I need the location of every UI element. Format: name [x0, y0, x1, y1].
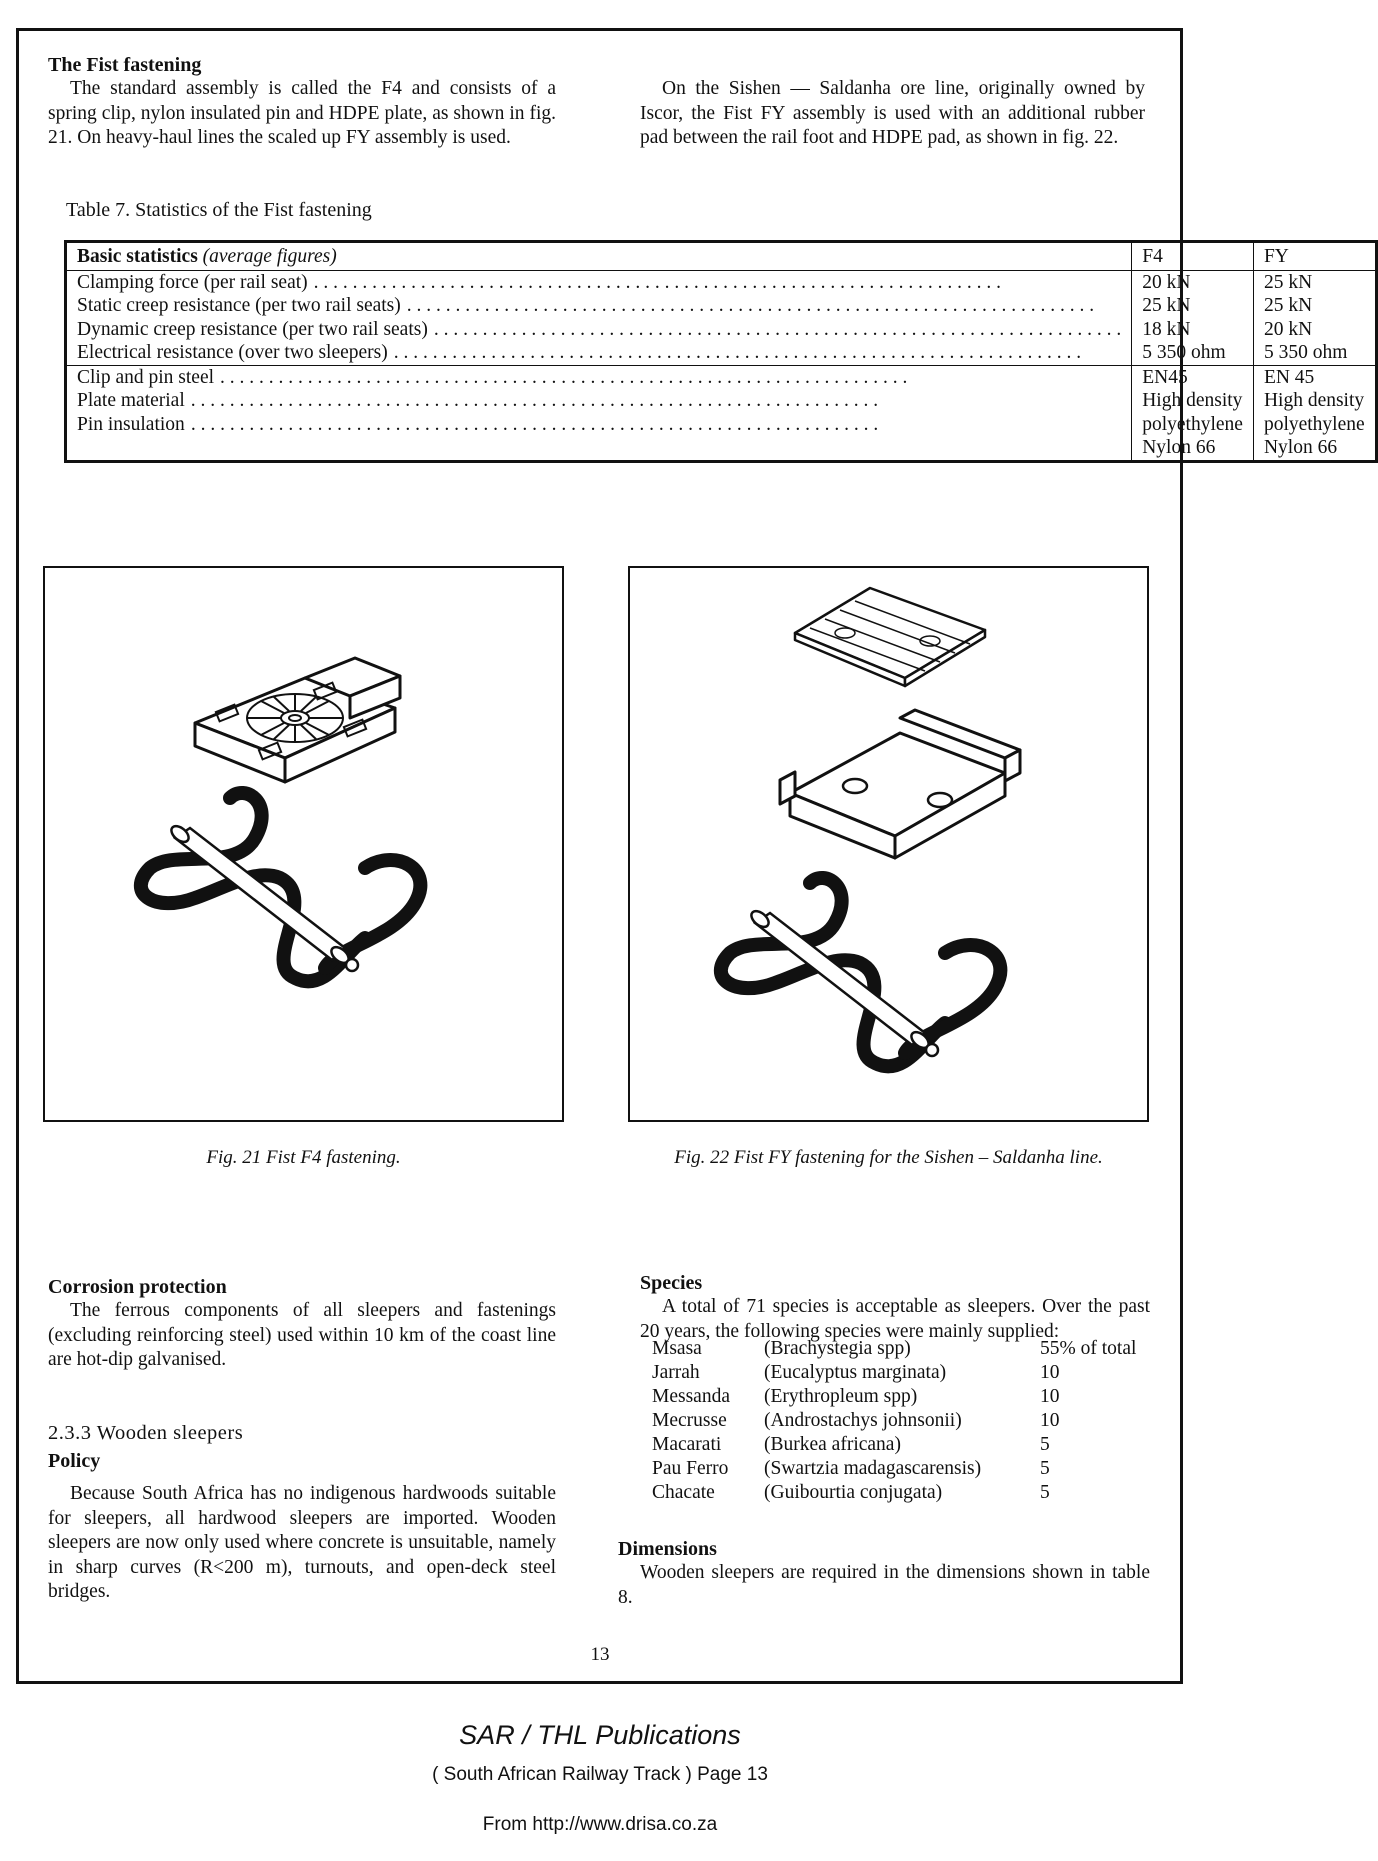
footer-source: From http://www.drisa.co.za [482, 1814, 718, 1835]
table7-cell-f4: 5 350 ohm [1142, 342, 1226, 363]
table7-cell-f4: EN45 [1142, 366, 1188, 388]
species-row: Macarati (Burkea africana) 5 [652, 1434, 1050, 1455]
table7-row-label: Clamping force (per rail seat) . . . [77, 271, 1121, 295]
table7-cell-f4: High density polyethylene [1142, 390, 1243, 435]
wooden-sleepers-heading: 2.3.3 Wooden sleepers [48, 1422, 244, 1444]
table7-group-materials [66, 365, 1377, 461]
policy-heading: Policy [48, 1450, 101, 1472]
table7-cell-fy: EN 45 [1263, 366, 1315, 388]
table7-row-label: Clip and pin steel . . . [77, 366, 1121, 390]
fist-heading: The Fist fastening [48, 54, 202, 76]
corrosion-heading: Corrosion protection [48, 1276, 227, 1298]
species-row: Chacate (Guibourtia conjugata) 5 [652, 1482, 1050, 1503]
fist-paragraph-right: On the Sishen — Saldanha ore line, originally owned by Iscor, the Fist FY assembly is used with an additional rubber pad between the rail foot and HDPE pad, as shown in fig. 22. [640, 78, 1145, 148]
policy-paragraph: Because South Africa has no indigenous hardwoods suitable for sleepers, all hardwood sleepers are imported. Wooden sleepers are now only used where concrete is unsuitable, namely in sharp curves (R<200 m), turnouts, and open-deck steel bridges. [48, 1483, 556, 1602]
table7-header-f4: F4 [1132, 242, 1254, 271]
table7-caption: Table 7. Statistics of the Fist fastening [66, 199, 372, 221]
table7-cell-fy: 5 350 ohm [1263, 342, 1348, 363]
table7-row-label: Plate material . . . [77, 389, 1121, 413]
figure-22-caption: Fig. 22 Fist FY fastening for the Sishen – Saldanha line. [674, 1147, 1103, 1168]
footer-title: SAR / THL Publications [459, 1720, 741, 1750]
table7-row-label: Static creep resistance (per two rail seats) . . . [77, 294, 1121, 318]
species-row: Pau Ferro (Swartzia madagascarensis) 5 [652, 1458, 1050, 1479]
figure-22 [628, 566, 1149, 1122]
species-row: Jarrah (Eucalyptus marginata) 10 [652, 1362, 1060, 1383]
species-paragraph: A total of 71 species is acceptable as sleepers. Over the past 20 years, the following species were mainly supplied: [640, 1296, 1150, 1342]
page-number: 13 [590, 1644, 610, 1665]
table7-cell-fy: High density polyethylene [1263, 390, 1365, 435]
f4-fastening-drawing [45, 568, 562, 1120]
table7 [64, 240, 1378, 463]
table7-cell-fy: 20 kN [1263, 318, 1313, 340]
dimensions-paragraph: Wooden sleepers are required in the dimensions shown in table 8. [618, 1562, 1150, 1608]
species-row: Messanda (Erythropleum spp) 10 [652, 1386, 1060, 1407]
table7-cell-fy: Nylon 66 [1263, 437, 1338, 458]
table7-cell-f4: 20 kN [1142, 271, 1191, 293]
table7-header-row [66, 242, 1377, 271]
fist-paragraph-left: The standard assembly is called the F4 and consists of a spring clip, nylon insulated pin and HDPE plate, as shown in fig. 21. On heavy-haul lines the scaled up FY assembly is used. [48, 78, 556, 148]
species-list [652, 1337, 1136, 1505]
table7-row-label: Electrical resistance (over two sleepers) . . . [77, 341, 1121, 365]
table7-group-strength [66, 270, 1377, 365]
table7-row-label: Dynamic creep resistance (per two rail seats) . . . [77, 318, 1121, 342]
species-row: Mecrusse (Androstachys johnsonii) 10 [652, 1410, 1060, 1431]
table7-header-label: Basic statistics (average figures) [66, 242, 1132, 271]
fy-fastening-drawing [630, 568, 1147, 1120]
table7-header-fy: FY [1253, 242, 1376, 271]
species-row: Msasa (Brachystegia spp) 55% of total [652, 1338, 1137, 1359]
figure-21 [43, 566, 564, 1122]
footer-subtitle: ( South African Railway Track ) Page 13 [432, 1764, 768, 1785]
table7-cell-f4: 25 kN [1142, 295, 1191, 316]
table7-cell-f4: Nylon 66 [1142, 437, 1216, 458]
corrosion-paragraph: The ferrous components of all sleepers and fastenings (excluding reinforcing steel) used within 10 km of the coast line are hot-dip galvanised. [48, 1300, 556, 1370]
figure-21-caption: Fig. 21 Fist F4 fastening. [206, 1147, 401, 1168]
table7-cell-fy: 25 kN [1263, 295, 1313, 316]
table7-cell-f4: 18 kN [1142, 318, 1191, 340]
table7-row-label: Pin insulation . . . [77, 413, 1121, 437]
dimensions-heading: Dimensions [618, 1538, 717, 1560]
table7-cell-fy: 25 kN [1263, 271, 1313, 293]
species-heading: Species [640, 1272, 703, 1294]
